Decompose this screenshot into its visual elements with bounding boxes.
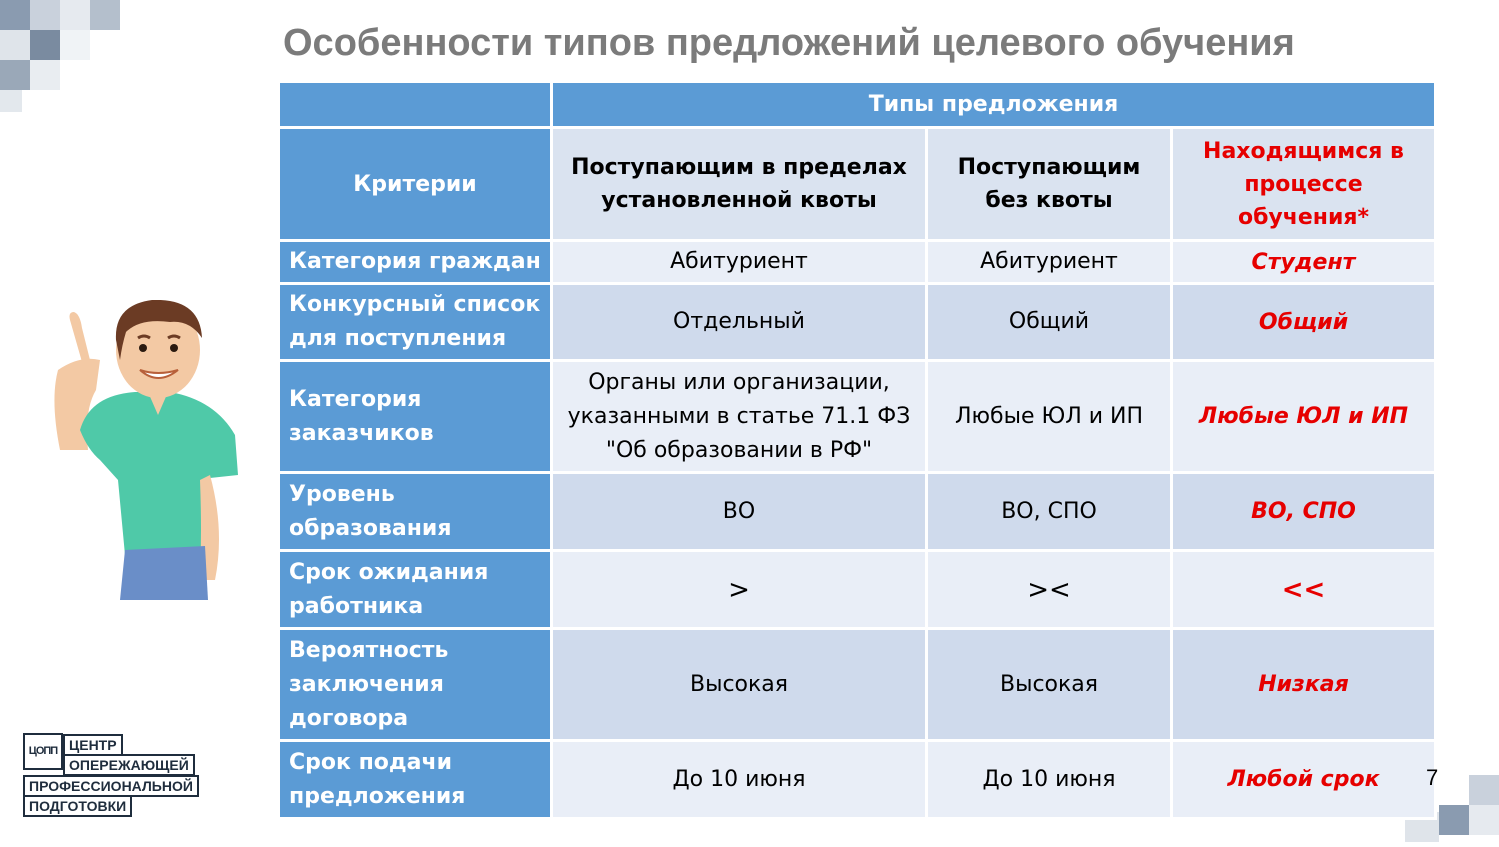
value-line: До 10 июня — [982, 766, 1116, 792]
value-line: Любой срок — [1227, 767, 1380, 792]
value-line: До 10 июня — [672, 766, 806, 792]
comparison-table — [277, 80, 1437, 820]
value-line: Абитуриент — [670, 249, 808, 274]
value-cell — [552, 551, 927, 629]
value-cell — [552, 284, 927, 361]
column-header-line: установленной квоты — [601, 188, 877, 213]
table-row — [279, 361, 1436, 473]
value-line: Общий — [1008, 309, 1090, 334]
table-row — [279, 629, 1436, 741]
value-cell — [1172, 241, 1436, 284]
page-number: 7 — [1426, 765, 1439, 790]
copp-logo-mark: ЦОПП — [23, 733, 63, 770]
value-cell — [1172, 551, 1436, 629]
value-cell — [1172, 741, 1439, 819]
column-header-quota — [552, 128, 927, 241]
value-line: > — [728, 574, 750, 605]
value-line: ВО, СПО — [1001, 498, 1097, 524]
criteria-header-cell: Критерии — [279, 128, 552, 241]
criterion-line: Категория граждан — [289, 249, 541, 274]
value-line: Органы или организации, — [588, 369, 890, 395]
criterion-line: заключения — [289, 671, 444, 697]
table-row — [279, 473, 1436, 551]
value-line: >< — [1027, 574, 1071, 605]
value-line: << — [1281, 574, 1326, 605]
value-line: Отдельный — [673, 309, 805, 334]
value-line: Низкая — [1258, 672, 1349, 697]
criterion-cell — [279, 629, 552, 741]
criterion-cell — [279, 241, 552, 284]
value-cell — [552, 473, 927, 551]
criterion-line: Вероятность — [289, 637, 449, 663]
table-row — [279, 551, 1436, 629]
value-line: указанными в статье 71.1 ФЗ — [567, 403, 911, 429]
value-cell — [552, 741, 927, 819]
criterion-line: Срок ожидания — [289, 559, 489, 585]
column-header-line: без квоты — [985, 188, 1113, 213]
table-body — [279, 241, 1439, 819]
criterion-line: Срок подачи — [289, 749, 453, 775]
value-cell — [927, 741, 1172, 819]
criterion-cell — [279, 361, 552, 473]
criterion-line: для поступления — [289, 326, 507, 351]
criterion-line: работника — [289, 593, 424, 619]
criterion-cell — [279, 551, 552, 629]
column-header-line: обучения* — [1237, 204, 1370, 230]
criterion-cell — [279, 473, 552, 551]
value-cell — [1172, 361, 1436, 473]
table-row — [279, 741, 1436, 819]
criterion-line: предложения — [289, 783, 466, 809]
column-header-line: Находящимся в — [1203, 138, 1404, 164]
column-header-line: Поступающим в пределах — [571, 155, 907, 180]
column-header-line: процессе — [1244, 171, 1363, 197]
value-cell — [927, 241, 1172, 284]
value-line: Любые ЮЛ и ИП — [954, 403, 1144, 429]
value-line: "Об образовании в РФ" — [605, 437, 873, 463]
value-cell — [1172, 473, 1436, 551]
value-cell — [927, 473, 1172, 551]
value-cell — [927, 284, 1172, 361]
criterion-cell — [279, 741, 552, 819]
logo-line-2: ОПЕРЕЖАЮЩЕЙ — [63, 754, 195, 776]
column-header-students — [1172, 128, 1436, 241]
cartoon-man-pointing-up-illustration — [40, 300, 250, 600]
logo-line-1: ЦЕНТР — [63, 734, 123, 756]
column-header-no-quota — [927, 128, 1172, 241]
group-header-cell: Типы предложения — [552, 82, 1436, 128]
logo-line-4: ПОДГОТОВКИ — [23, 795, 132, 817]
value-cell — [552, 361, 927, 473]
table-row — [279, 284, 1436, 361]
value-cell — [927, 361, 1172, 473]
value-line: Любые ЮЛ и ИП — [1198, 404, 1409, 429]
logo-line-3: ПРОФЕССИОНАЛЬНОЙ — [23, 775, 199, 797]
table-row — [279, 241, 1436, 284]
value-line: Высокая — [999, 671, 1099, 697]
criterion-line: Категория — [289, 386, 422, 412]
value-cell — [1172, 629, 1436, 741]
value-line: Высокая — [689, 671, 789, 697]
value-cell — [927, 629, 1172, 741]
slide-title: Особенности типов предложений целевого обучения — [283, 22, 1295, 64]
empty-header-cell — [279, 82, 552, 128]
criterion-line: Уровень — [289, 481, 395, 507]
value-line: Абитуриент — [980, 249, 1118, 274]
criterion-line: договора — [289, 705, 409, 731]
criterion-line: заказчиков — [289, 420, 434, 446]
value-cell — [927, 551, 1172, 629]
column-header-line: Поступающим — [957, 155, 1141, 180]
criterion-line: Конкурсный список — [289, 292, 541, 317]
value-line: ВО — [722, 498, 756, 524]
value-line: Общий — [1258, 309, 1349, 335]
value-line: Студент — [1251, 249, 1356, 275]
value-line: ВО, СПО — [1251, 499, 1356, 524]
value-cell — [552, 241, 927, 284]
table-column-header-row — [279, 128, 1436, 241]
criterion-cell — [279, 284, 552, 361]
criterion-line: образования — [289, 515, 452, 541]
table-group-header-row — [279, 82, 1436, 128]
value-cell — [1172, 284, 1436, 361]
value-cell — [552, 629, 927, 741]
